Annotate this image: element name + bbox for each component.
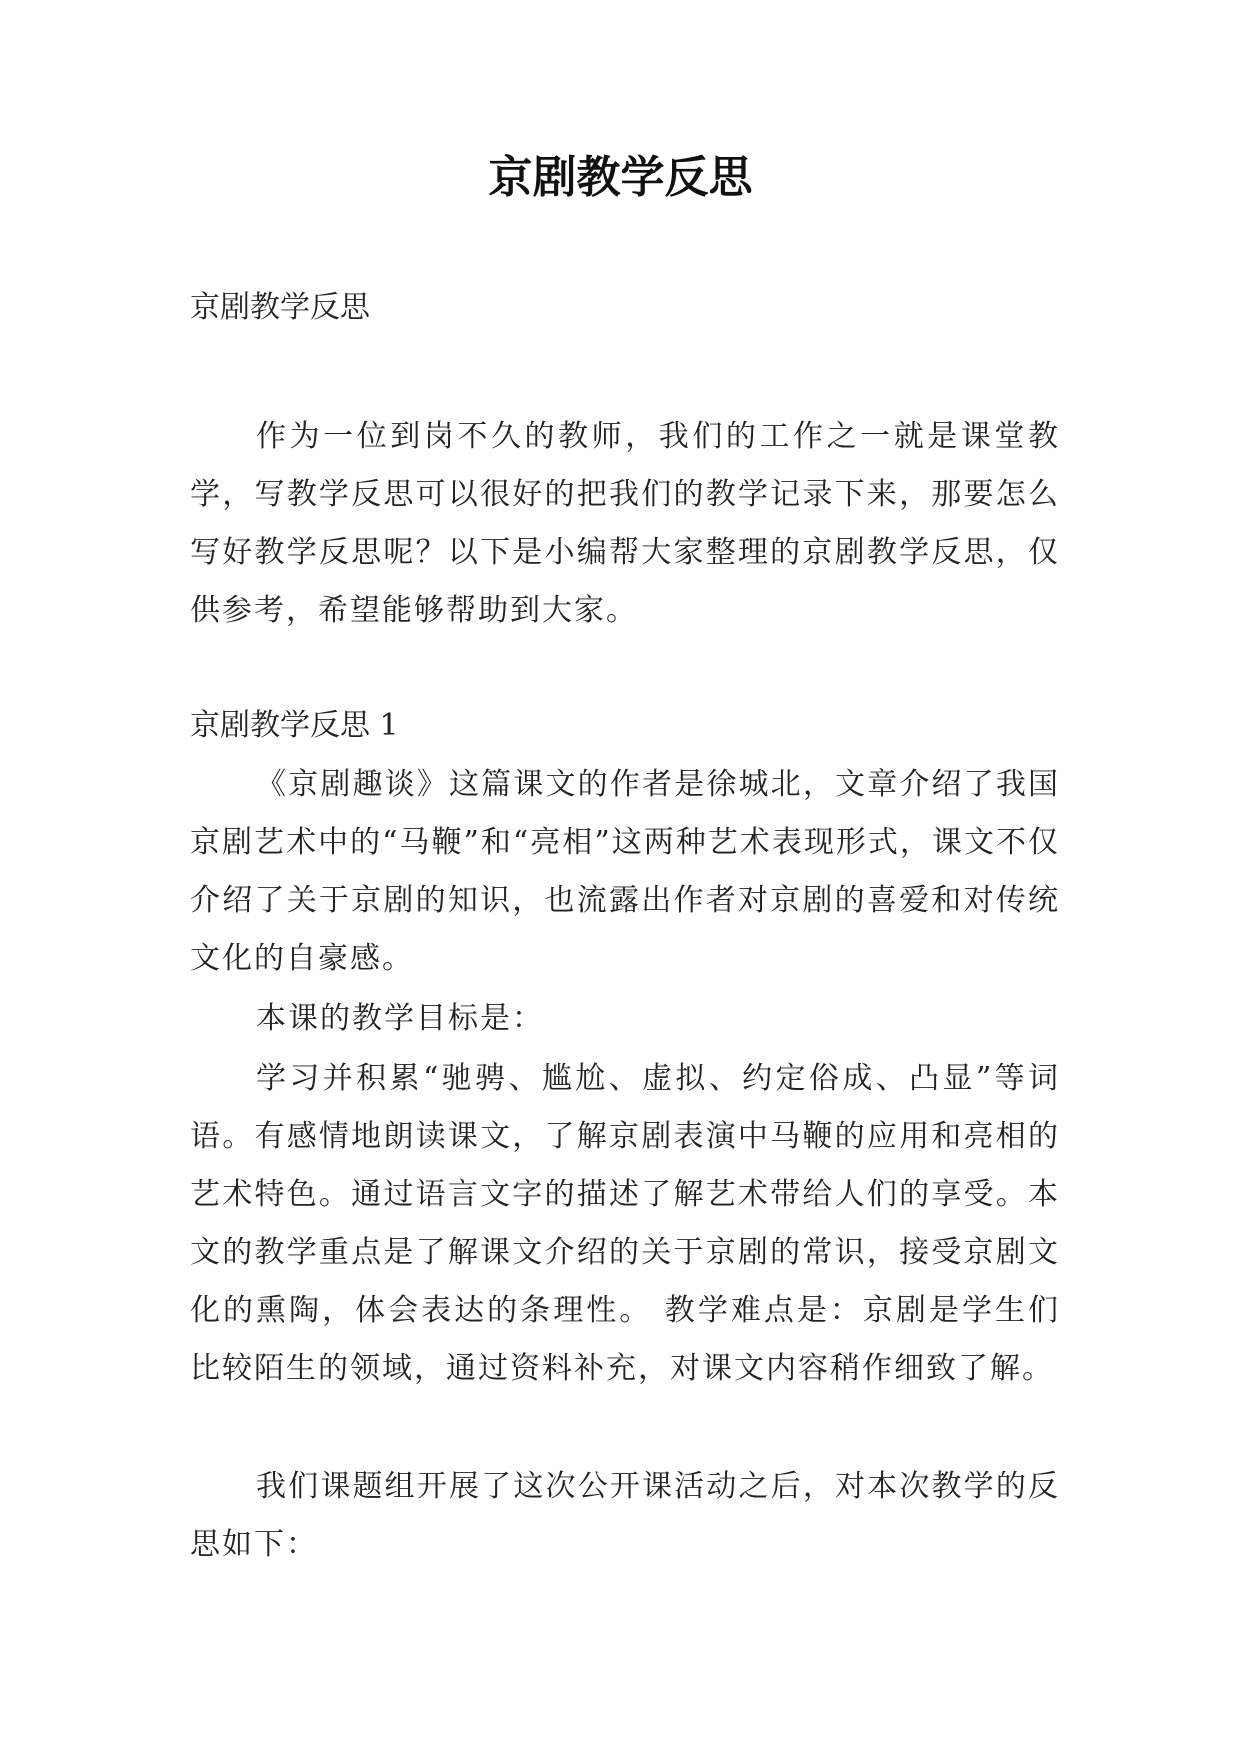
body-paragraph: 本课的教学目标是：: [256, 1001, 544, 1036]
section-heading: 京剧教学反思 1: [190, 708, 399, 743]
document-title: 京剧教学反思: [488, 152, 753, 203]
document-subtitle: 京剧教学反思: [190, 290, 370, 325]
body-paragraph: 我们课题组开展了这次公开课活动之后，对本次教学的反思如下：: [190, 1469, 1060, 1562]
intro-paragraph: 作为一位到岗不久的教师，我们的工作之一就是课堂教学，写教学反思可以很好的把我们的教学记录下来，那要怎么写好教学反思呢？以下是小编帮大家整理的京剧教学反思，仅供参考，希望能够帮助到大家。: [190, 419, 1060, 628]
body-paragraph: 《京剧趣谈》这篇课文的作者是徐城北，文章介绍了我国京剧艺术中的“马鞭”和“亮相”这两种艺术表现形式，课文不仅介绍了关于京剧的知识，也流露出作者对京剧的喜爱和对传统文化的自豪感。: [190, 767, 1060, 976]
body-paragraph: 学习并积累“驰骋、尴尬、虚拟、约定俗成、凸显”等词语。有感情地朗读课文，了解京剧表演中马鞭的应用和亮相的艺术特色。通过语言文字的描述了解艺术带给人们的享受。本文的教学重点是了解课文介绍的关于京剧的常识，接受京剧文化的熏陶，体会表达的条理性。 教学难点是：京剧是学生们比较陌生的领域，通过资料补充，对课文内容稍作细致了解。: [190, 1061, 1060, 1386]
